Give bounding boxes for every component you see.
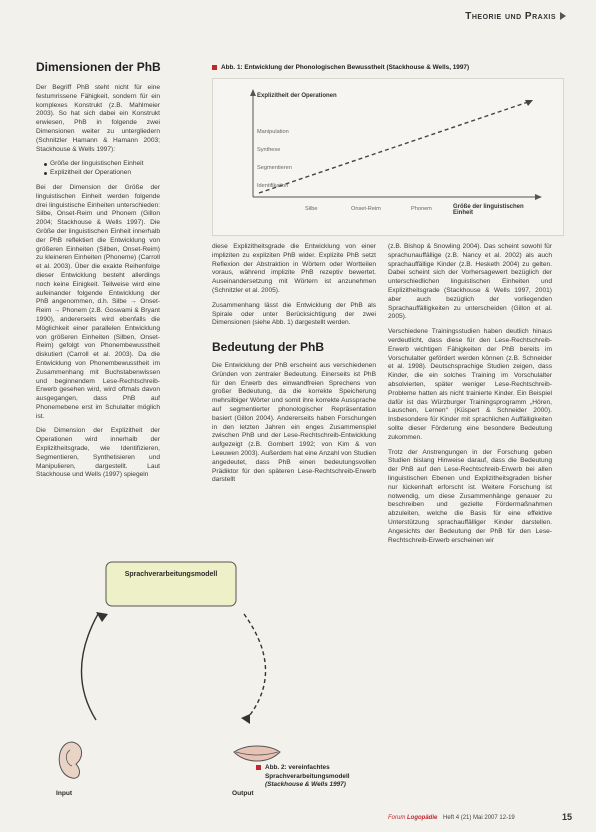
right-arc: [244, 614, 266, 720]
figure1-diagram: [212, 78, 564, 236]
red-square-icon: [256, 765, 261, 770]
x-axis-title: Größe der linguistischen Einheit: [453, 204, 524, 216]
heading-bedeutung: Bedeutung der PhB: [212, 340, 325, 354]
model-box: [106, 562, 236, 606]
caption-line-3: (Stackhouse & Wells 1997): [265, 781, 346, 789]
arrow-right-icon: [560, 12, 566, 20]
y-label-segmentieren: Segmentieren: [257, 165, 292, 171]
development-dashed-line: [259, 101, 531, 193]
issue-info: Heft 4 (21) Mai 2007 12-19: [443, 815, 515, 821]
x-label-phonem: Phonem: [411, 206, 432, 212]
caption-line-1: Abb. 2: vereinfachtes: [256, 764, 376, 773]
journal-name-a: Forum: [388, 815, 406, 821]
y-axis-title: Explizitheit der Operationen: [257, 93, 337, 99]
heading-dimensionen: Dimensionen der PhB: [36, 60, 161, 74]
input-label: Input: [56, 790, 73, 797]
y-axis-arrowhead: [250, 89, 256, 96]
y-label-identifikation: Identifikation: [257, 183, 289, 189]
figure2-caption: [256, 764, 376, 790]
mouth-icon: [234, 746, 280, 761]
right-column: [388, 243, 552, 551]
model-box-label: Sprachverarbeitungsmodell: [124, 571, 218, 578]
section-title: Theorie und Praxis: [465, 11, 556, 22]
left-intro: Der Begriff PhB steht nicht für eine festumrissene Fähigkeit, sondern für ein komplexes Konstrukt (z.B. Mahlmeier 2003). So hat sich dabei ein Konstrukt erwiesen, PhB in folgende zwei Dimensionen weiter zu untergliedern (Schnitzler Hamann & Hamann 2003; Stackhouse & Wells 1997):: [36, 84, 160, 153]
left-arc: [81, 614, 98, 720]
left-para-2: Die Dimension der Explizitheit der Operationen wird innerhalb der Explizitheitsgrade, wie Identifizieren, Segmentieren, Synthetisieren und Manipulieren, dargestellt. Laut Stackhouse und Wells (1997) spiegeln: [36, 427, 160, 479]
output-label: Output: [232, 790, 254, 797]
middle-para-2: Zusammenhang lässt die Entwicklung der PhB als Spirale oder unter Berücksichtigung der zwei Dimensionen (siehe Abb. 1) dargestellt werden.: [212, 301, 376, 327]
red-square-icon: [212, 65, 217, 70]
list-item: Explizitheit der Operationen: [44, 169, 160, 178]
caption-line-2: Sprachverarbeitungsmodell: [265, 772, 350, 780]
input-arrowhead: [96, 612, 108, 622]
section-label: [465, 11, 566, 22]
page-number: 15: [562, 812, 573, 822]
middle-column-2: [212, 362, 376, 491]
list-item: Größe der linguistischen Einheit: [44, 160, 160, 169]
middle-column: [212, 243, 376, 334]
x-label-silbe: Silbe: [305, 206, 318, 212]
footer-journal: [388, 815, 515, 821]
y-label-manipulation: Manipulation: [257, 129, 289, 135]
middle-para-1: diese Explizitheitsgrade die Entwicklung von einer impliziten zu expliziten PhB wider. Explizite PhB setzt Reflexion der Abstraktion in Wörtern oder Wortteilen voraus, während implizite PhB rezeptiv bewertet. Auseinandersetzung mit Wörtern ist anzunehmen (Schnitzler et al. 2005).: [212, 243, 376, 294]
right-para-1: (z.B. Bishop & Snowling 2004). Das scheint sowohl für sprachunauffällige (z.B. Nancy et al. 2002) als auch sprachauffällige Kinder (z.B. Hesketh 2004) zu gelten. Dabei scheint sich der Vorhersagewert bezüglich der unterschiedlichen linguistischen Einheiten und Explizitheitsgrade (Stackhouse & Wells 1997, 2001) aber auch bezüglich der vorliegenden Sprachauffälligkeiten zu unterscheiden (Gillon et al. 2005).: [388, 243, 552, 321]
x-axis-arrowhead: [535, 194, 542, 200]
left-para-1: Bei der Dimension der Größe der linguistischen Einheit werden folgende drei linguistische Einheiten unterschieden: Silbe, Onset-Reim und Phonem (Gillon 2004; Stackhouse & Wells 1997). Die Größe der linguistischen Einheit innerhalb der PhB reflektiert die Entwicklung von größeren Einheiten (Silben, Onset-Reim) zu kleineren Einheiten (Phoneme) (Carroll et al. 2003). Über die exakte Reihenfolge dieser Entwicklung besteht allerdings noch keine Einigkeit. Teilweise wird eine aufeinander folgende Entwicklung der PhB angenommen, d.h. Silbe → Onset-Reim → Phonem (z.B. Goswami & Bryant 1990), andererseits wird ebenfalls die Möglichkeit einer parallelen Entwicklung von größeren Einheiten (Silben, Onset-Reim) gefolgt von Phonembewusstheit diskutiert (Carroll et al. 2003). Da die Entwicklung von Phonembewusstheit im Zusammenhang mit Buchstabenwissen und beginnendem Lese-Rechtschreib-Erwerb gesehen wird, wird oftmals davon ausgegangen, dass PhB auf Phonemebene erst im Schulalter möglich ist.: [36, 183, 160, 420]
x-label-onset-reim: Onset-Reim: [351, 206, 381, 212]
output-arrowhead: [241, 714, 250, 724]
middle-para-3: Die Entwicklung der PhB erscheint aus verschiedenen Gründen von zentraler Bedeutung. Einerseits ist PhB für den Erwerb des einwandfreien Sprechens von großer Bedeutung, da die korrekte Speicherung mehrsilbiger Wörter und somit ihre korrekte Aussprache auf segmentierter phonologischer Repräsentation basiert (Gillon 2004). Andererseits haben Forschungen in den letzten Jahren ein enges Zusammenspiel zwischen PhB und der Lese-Rechtschreib-Entwicklung aufgezeigt (z.B. Gombert 1992; von Kim & von Leeuwen 2003). Außerdem hat eine Anzahl von Studien angedeutet, dass PhB einen bedeutungsvollen Prädiktor für den späteren Lese-Rechtschreib-Erwerb darstellt: [212, 362, 376, 484]
journal-name-b: Logopädie: [407, 815, 438, 821]
left-column: [36, 84, 160, 486]
figure1-title: Abb. 1: Entwicklung der Phonologischen Bewusstheit (Stackhouse & Wells, 1997): [212, 64, 562, 71]
ear-icon: [59, 742, 81, 778]
right-para-3: Trotz der Anstrengungen in der Forschung geben Studien bislang Hinweise darauf, dass die Bedeutung der PhB auf den Lese-Rechtschreib-Erwerb bei allen linguistischen Ebenen und Explizitheitsgraden bisher nur lückenhaft erforscht ist. Weitere Forschung ist notwendig, um diese Zusammenhänge genauer zu beschreiben und gezielte Fördermaßnahmen abzuleiten, welche die Basis für eine effektive Unterstützung sprachauffälliger Kinder darstellen. Angesichts der Bedeutung der PhB für den Lese-Rechtschreib-Erwerb erscheinen wir: [388, 448, 552, 544]
dimension-list: [36, 160, 160, 178]
right-para-2: Verschiedene Trainingsstudien haben deutlich hinaus verdeutlicht, dass diese für den Lese-Rechtschreib-Erwerb wichtigen Fähigkeiten der PhB bereits im Vorschulalter gefördert werden können (z.B. Schneider et al. 1998). Deutschsprachige Studien zeigen, dass Kinder, die ein solches Training im Vorschulalter absolvierten, später weniger Lese-Rechtschreib-Probleme hatten als nicht trainierte Kinder. Ein Beispiel dafür ist das Würzburger Trainingsprogramm „Hören, Lauschen, Lernen“ (Küspert & Schneider 2000). Insbesondere für Kinder mit sprachlichen Auffälligkeiten sollte dieser Förderung eine besondere Bedeutung zukommen.: [388, 328, 552, 441]
y-label-synthese: Synthese: [257, 147, 281, 153]
